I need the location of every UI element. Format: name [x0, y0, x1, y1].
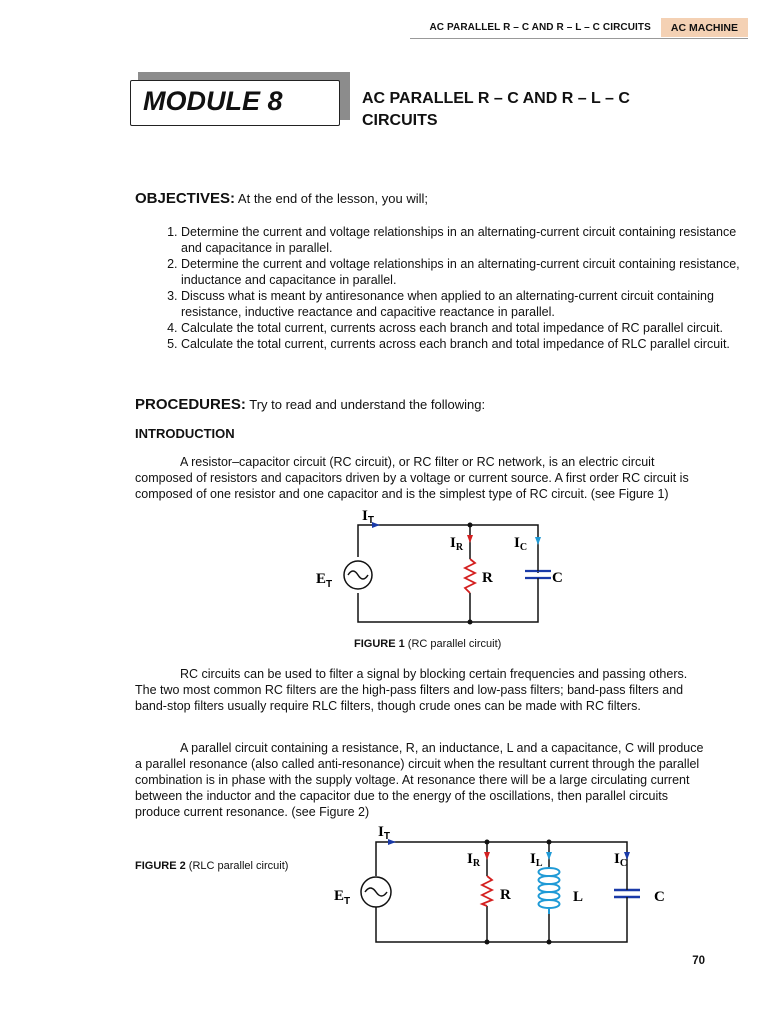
figure1-ir-arrow-icon [467, 535, 473, 543]
figure2-ir-arrow-icon [484, 852, 490, 860]
objective-item: 1. Determine the current and voltage relationships in an alternating-current circuit containing resistance and capacitance in parallel. [181, 224, 756, 256]
figure2-diagram [330, 820, 690, 948]
figure1-caption-label: FIGURE 1 [354, 638, 405, 650]
figure1-c-label: C [552, 570, 563, 586]
intro-paragraph-3: A parallel circuit containing a resistance, R, an inductance, L and a capacitance, C will produce a parallel resonance (also called anti-resonance) circuit when the resultant current through the parallel combination is in phase with the supply voltage. At resonance there will be a large circulating current between the inductor and the capacitor due to the energy of the oscillations, then parallel circuits produce current resonance. (see Figure 2) [135, 741, 704, 819]
header-divider [410, 38, 748, 39]
objectives-list [135, 224, 756, 352]
figure1-resistor-icon [465, 559, 475, 593]
procedures-label: PROCEDURES: [135, 396, 246, 413]
module-heading-line2: CIRCUITS [362, 112, 438, 129]
page-number: 70 [692, 955, 705, 967]
objective-item: 3. Discuss what is meant by antiresonance when applied to an alternating-current circuit containing resistance, inductive reactance and capacitive reactance in parallel. [181, 288, 756, 320]
figure1-r-label: R [482, 570, 493, 586]
objectives-label: OBJECTIVES: [135, 190, 236, 207]
figure2-caption-text: (RLC parallel circuit) [185, 860, 289, 872]
figure2-inductor-icon [539, 868, 560, 914]
figure2-et-label: $E_T$ [334, 888, 351, 907]
intro-paragraph-2: RC circuits can be used to filter a signal by blocking certain frequencies and passing others. The two most common RC filters are the high-pass filters and low-pass filters; band-pass filters and band-stop filters usually require RLC filters, though crude ones can be made with RC filters. [135, 667, 688, 713]
figure2-caption [135, 860, 288, 872]
figure1-it-label: $I_T$ [362, 508, 374, 526]
figure2-r-label: R [500, 887, 511, 903]
module-label: MODULE 8 [143, 86, 283, 116]
figure2-l-label: L [573, 889, 584, 905]
figure1-node [468, 523, 473, 528]
figure1-ic-arrow-icon [535, 537, 541, 545]
figure1-diagram [310, 505, 600, 630]
objectives-intro-text: At the end of the lesson, you will; [235, 191, 428, 206]
figure2-c-label: C [654, 889, 665, 905]
module-box [130, 80, 340, 126]
header-tag: AC MACHINE [661, 18, 748, 37]
figure1-wires [358, 525, 538, 622]
figure1-caption-text: (RC parallel circuit) [404, 638, 502, 650]
objective-item: 5. Calculate the total current, currents across each branch and total impedance of RLC parallel circuit. [181, 336, 756, 352]
figure2-resistor-icon [482, 876, 492, 906]
figure1-caption [354, 638, 501, 650]
procedures-intro [135, 397, 707, 413]
figure1-node [468, 620, 473, 625]
figure2-it-label: $I_T$ [378, 824, 390, 842]
intro-paragraph-1: A resistor–capacitor circuit (RC circuit), or RC filter or RC network, is an electric circuit composed of resistors and capacitors driven by a voltage or current source. A first order RC circuit is composed of one resistor and one capacitor and is the simplest type of RC circuit. (see Figure 1) [135, 455, 689, 501]
module-heading-line1: AC PARALLEL R – C AND R – L – C [362, 90, 630, 107]
figure1-ir-label: $I_R$ [450, 535, 464, 553]
objectives-intro [135, 191, 707, 207]
figure2-caption-label: FIGURE 2 [135, 860, 186, 872]
objective-item: 2. Determine the current and voltage relationships in an alternating-current circuit containing resistance, inductance and capacitance in parallel. [181, 256, 756, 288]
header-title: AC PARALLEL R – C AND R – L – C CIRCUITS [429, 22, 651, 33]
figure2-il-label: $I_L$ [530, 851, 543, 869]
figure1-et-label: $E_T$ [316, 571, 333, 590]
page-header [429, 18, 748, 37]
objective-item: 4. Calculate the total current, currents across each branch and total impedance of RC parallel circuit. [181, 320, 756, 336]
procedures-intro-text: Try to read and understand the following: [245, 397, 486, 412]
module-heading [362, 88, 722, 132]
figure2-ir-label: $I_R$ [467, 851, 481, 869]
figure2-ic-label: $I_C$ [614, 851, 628, 869]
figure2-il-arrow-icon [546, 852, 552, 860]
figure1-ic-label: $I_C$ [514, 535, 528, 553]
introduction-heading: INTRODUCTION [135, 426, 235, 441]
